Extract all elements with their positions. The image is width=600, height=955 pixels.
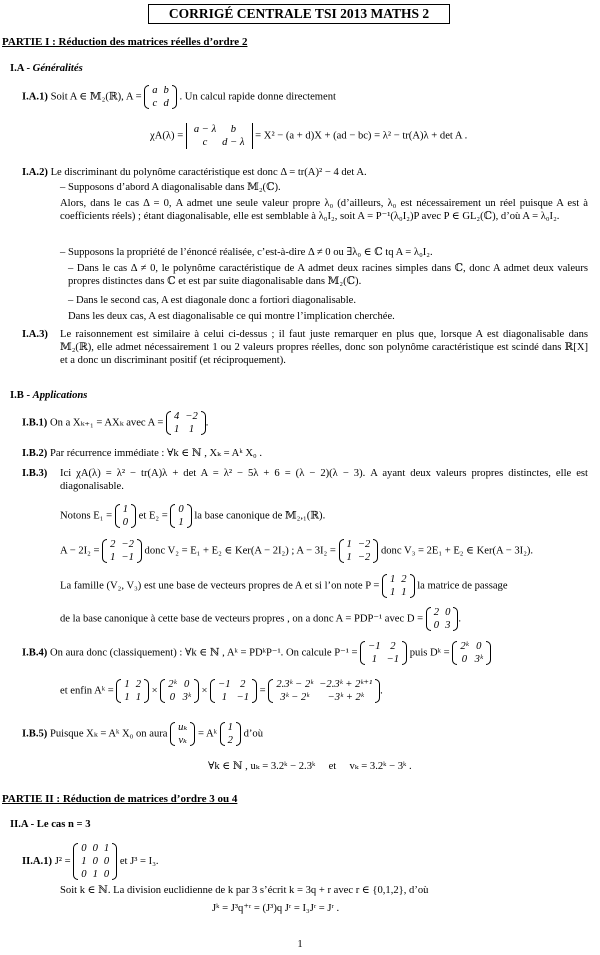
iia1-line: II.A.1) J² = 0 0 1 1 0 0 0 1 0 et J³ = I₃. <box>22 843 159 880</box>
ib1-line: I.B.1) On a Xₖ₊₁ = AXₖ avec A = 4 −2 1 1 . <box>22 411 209 435</box>
ia2-para2: – Dans le cas Δ ≠ 0, le polynôme caractéristique de A admet deux racines simples dans ℂ, donc A admet deux valeurs propres distinctes dans ℂ et est par suite diagonalisable dans 𝕄₂(ℂ). <box>68 263 588 288</box>
ia1-matrix: a b c d <box>144 84 177 110</box>
ib3-m3: 1 −2 1 −2 <box>339 538 379 564</box>
page-number: 1 <box>297 939 303 950</box>
ia2-line3: – Supposons la propriété de l’énoncé réalisée, c’est-à-dire Δ ≠ 0 ou ∃λ₀ ∈ ℂ tq A = λ₀I₂. <box>60 247 433 258</box>
ib4-f2: 2ᵏ 0 0 3ᵏ <box>160 678 199 704</box>
ib4-dk: 2ᵏ 0 0 3ᵏ <box>452 640 491 666</box>
ia2-para1: Alors, dans le cas Δ = 0, A admet une seule valeur propre λ₀ (d’ailleurs, λ₀ est nécessairement un réel puisque A est à coefficients réels) ; étant diagonalisable, elle est semblable à λ₀I₂, soit A = P⁻¹(λ₀I₂)P avec P ∈ GL₂(ℂ), d’où A = λ₀I₂. <box>60 198 588 223</box>
ib5-12: 1 2 <box>220 721 241 747</box>
ib3-p-matrix: 1 2 1 1 <box>382 573 415 599</box>
ib5-line: I.B.5) Puisque Xₖ = Aᵏ X₀ on aura uₖ vₖ = Aᵏ 1 2 d’où <box>22 722 264 746</box>
ib3-d-matrix: 2 0 0 3 <box>426 606 459 632</box>
ib5-final: ∀k ∈ ℕ , uₖ = 3.2ᵏ − 2.3ᵏ et vₖ = 3.2ᵏ − 3ᵏ . <box>208 761 412 772</box>
ib3-e2: 0 1 <box>170 503 191 529</box>
ia2-line2: – Supposons d’abord A diagonalisable dans 𝕄₂(ℂ). <box>60 182 281 193</box>
ib3-m2: 2 −2 1 −1 <box>102 538 142 564</box>
ib3-e1: 1 0 <box>115 503 136 529</box>
ib4-line: I.B.4) On aura donc (classiquement) : ∀k ∈ ℕ , Aᵏ = PDᵏP⁻¹. On calcule P⁻¹ = −1 2 1 −1 puis Dᵏ = 2ᵏ 0 0 3ᵏ <box>22 640 491 666</box>
ib3-family-line: La famille (V₂, V₃) est une base de vecteurs propres de A et si l’on note P = 1 2 1 1 la matrice de passage <box>60 574 508 598</box>
ia1-label: I.A.1) <box>22 91 48 103</box>
ia3-label: I.A.3) <box>22 329 48 340</box>
iia1-soit: Soit k ∈ ℕ. La division euclidienne de k par 3 s’écrit k = 3q + r avec r ∈ {0,1,2}, d’où <box>60 885 429 896</box>
ib3-text: Ici χA(λ) = λ² − tr(A)λ + det A = λ² − 5λ + 6 = (λ − 2)(λ − 3). A ayant deux valeurs propres distinctes, elle est diagonalisable. <box>60 468 588 493</box>
page-title: CORRIGÉ CENTRALE TSI 2013 MATHS 2 <box>148 4 450 24</box>
section-ib-heading: I.B - Applications <box>10 390 88 401</box>
section-iia-heading: II.A - Le cas n = 3 <box>10 819 91 830</box>
ia1-line: I.A.1) Soit A ∈ 𝕄₂(ℝ), A = a b c d . Un calcul rapide donne directement <box>22 85 336 109</box>
iia1-final: Jᵏ = J³q⁺ʳ = (J³)q Jʳ = I₃Jʳ = Jʳ . <box>212 903 340 914</box>
ib5-uv: uₖ vₖ <box>170 721 195 747</box>
ia2-line1: I.A.2) Le discriminant du polynôme caractéristique est donc Δ = tr(A)² − 4 det A. <box>22 167 367 178</box>
ia2-line4: – Dans le second cas, A est diagonale donc a fortiori diagonalisable. <box>68 295 357 306</box>
ib4-f3: −1 2 1 −1 <box>210 678 257 704</box>
iia1-matrix: 0 0 1 1 0 0 0 1 0 <box>73 842 117 881</box>
part2-title: PARTIE II : Réduction de matrices d’ordre 3 ou 4 <box>2 793 238 805</box>
ib3-label: I.B.3) <box>22 468 48 479</box>
ib4-f1: 1 2 1 1 <box>116 678 149 704</box>
ib3-eigen-line: A − 2I₂ = 2 −2 1 −1 donc V₂ = E₁ + E₂ ∈ Ker(A − 2I₂) ; A − 3I₂ = 1 −2 1 −2 donc V₃ = 2E₁ + E₂ ∈ Ker(A − 3I₂). <box>60 539 534 563</box>
ib4-result: 2.3ᵏ − 2ᵏ −2.3ᵏ + 2ᵏ⁺¹ 3ᵏ − 2ᵏ −3ᵏ + 2ᵏ <box>268 678 380 704</box>
part1-title: PARTIE I : Réduction des matrices réelles d’ordre 2 <box>2 36 248 48</box>
ib1-matrix: 4 −2 1 1 <box>166 410 206 436</box>
ia1-text-a: Soit A ∈ 𝕄₂(ℝ), A = <box>50 91 142 103</box>
ia1-chi-line: χA(λ) = a − λ b c d − λ = X² − (a + d)X + (ad − bc) = λ² − tr(A)λ + det A . <box>150 124 468 148</box>
ib2-line: I.B.2) Par récurrence immédiate : ∀k ∈ ℕ , Xₖ = Aᵏ X₀ . <box>22 448 262 459</box>
ia1-determinant: a − λ b c d − λ <box>186 123 253 149</box>
section-ia-heading: I.A - Généralités <box>10 63 83 74</box>
ib4-enfin-line: et enfin Aᵏ = 1 2 1 1 × 2ᵏ 0 0 3ᵏ × −1 2 1 −1 = 2.3ᵏ − 2ᵏ −2.3ᵏ + 2ᵏ⁺¹ 3ᵏ − 2ᵏ −3ᵏ + 2ᵏ . <box>60 679 383 703</box>
ib4-pinv: −1 2 1 −1 <box>360 640 407 666</box>
ib3-base-line: de la base canonique à cette base de vecteurs propres , on a donc A = PDP⁻¹ avec D = 2 0 0 3 . <box>60 607 462 631</box>
ia2-line5: Dans les deux cas, A est diagonalisable ce qui montre l’implication cherchée. <box>68 311 395 322</box>
ib3-notons-line: Notons E₁ = 1 0 et E₂ = 0 1 la base canonique de 𝕄₂,₁(ℝ). <box>60 504 326 528</box>
ia3-text: Le raisonnement est similaire à celui ci-dessus ; il faut juste remarquer en plus que, lorsque A est diagonalisable dans 𝕄₂(ℝ), elle admet nécessairement 1 ou 2 valeurs propres réelles, donc son polynôme caractéristique est scindé dans ℝ[X] et a donc un discriminant positif (et réciproquement). <box>60 329 588 367</box>
